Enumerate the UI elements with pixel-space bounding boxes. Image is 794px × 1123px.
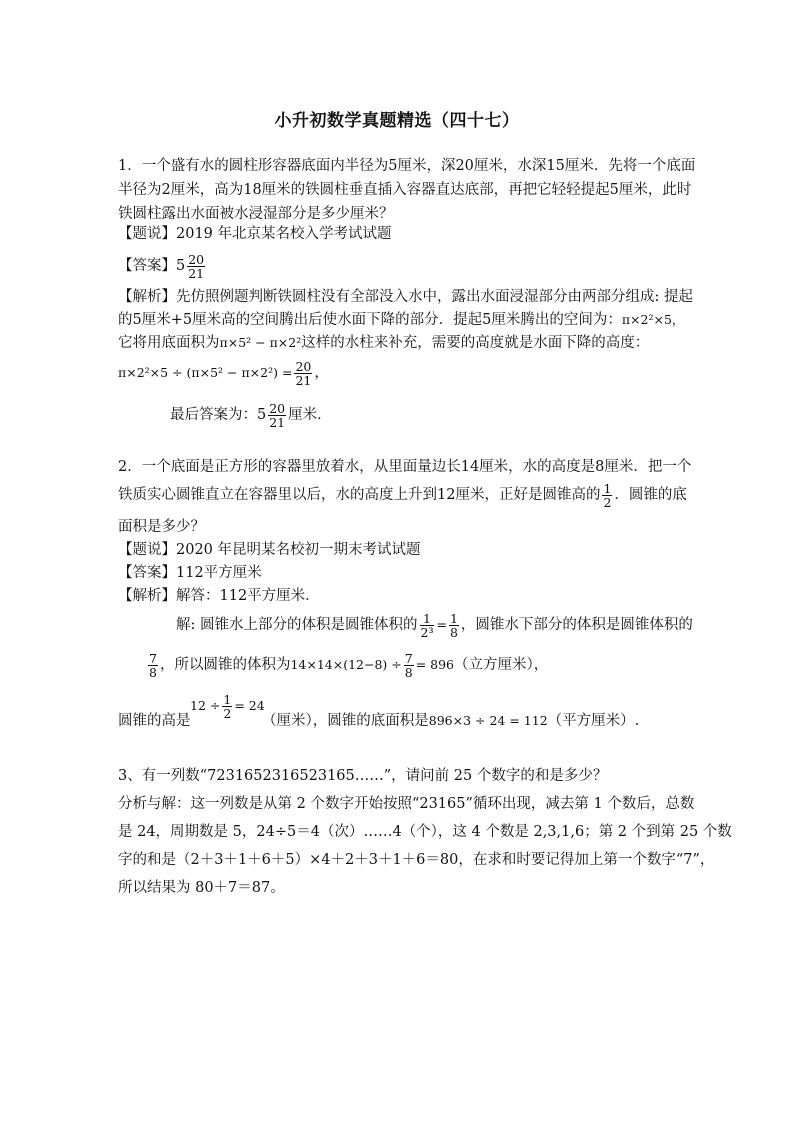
- q2-text-line-3: 面积是多少？: [118, 519, 205, 535]
- q2-volume-unit: （立方厘米），: [454, 657, 549, 673]
- q2-solution-text: （厘米），圆锥的底面积是: [262, 713, 429, 729]
- q1-equation: [118, 358, 329, 388]
- q2-text: 铁质实心圆锥直立在容器里以后，水的高度上升到12厘米，正好是圆锥高的: [118, 487, 601, 503]
- q1-source: 【题说】2019 年北京某名校入学考试试题: [118, 226, 392, 242]
- fraction-denominator: 2³: [420, 624, 434, 640]
- q2-text-line-1: 2．一个底面是正方形的容器里放着水，从里面量边长14厘米，水的高度是8厘米．把一个: [118, 459, 692, 475]
- q1-text-line-3: 铁圆柱露出水面被水浸湿部分是多少厘米？: [118, 206, 394, 222]
- q1-final-answer: [170, 400, 332, 430]
- q3-analysis-line-2: 是 24，周期数是 5，24÷5＝4（次）……4（个），这 4 个数是 2,3,1,6；第 2 个到第 25 个数: [118, 824, 732, 840]
- q2-solution-text: 解: 圆锥水上部分的体积是圆锥体积的: [176, 617, 418, 633]
- fraction-numerator: 1: [420, 612, 435, 626]
- q2-answer: 【答案】112平方厘米: [118, 565, 262, 581]
- q2-fraction-one-eighth: [449, 612, 459, 639]
- q2-text: ．圆锥的底: [614, 487, 687, 503]
- fraction-numerator: 20: [188, 251, 205, 267]
- fraction-denominator: 2: [223, 706, 232, 721]
- page-title: 小升初数学真题精选（四十七）: [274, 111, 520, 131]
- q2-fraction-seven-eighths: [404, 652, 414, 679]
- q1-answer-label: 【答案】: [118, 258, 176, 274]
- q1-analysis-text: 它将用底面积为: [118, 335, 220, 351]
- fraction-denominator: 2: [603, 494, 612, 510]
- q1-analysis-formula: π×2²×5，: [621, 312, 685, 327]
- q1-analysis-text: 的5厘米+5厘米高的空间腾出后使水面下降的部分．提起5厘米腾出的空间为：: [118, 312, 622, 328]
- q3-analysis-line-1: 分析与解：这一列数是从第 2 个数字开始按照“23165”循环出现，减去第 1 个数后，总数: [118, 796, 695, 812]
- fraction-numerator: 1: [223, 692, 232, 707]
- q2-solution-line-1: [176, 610, 693, 640]
- fraction-denominator: 8: [404, 664, 413, 680]
- q1-text-line-1: 1．一个盛有水的圆柱形容器底面内半径为5厘米，深20厘米，水深15厘米．先将一个底面: [118, 158, 696, 174]
- q1-final-whole: 5: [257, 407, 267, 423]
- q2-solution-text: （平方厘米）.: [547, 713, 640, 729]
- q2-fraction-half: [222, 693, 232, 720]
- q2-solution-text: ，所以圆锥的体积为: [159, 657, 291, 673]
- fraction-numerator: 1: [449, 610, 458, 626]
- q1-analysis-line-2: [118, 309, 684, 331]
- q1-analysis-text: 这样的水柱来补充，需要的高度就是水面下降的高度：: [301, 335, 650, 351]
- q1-analysis-formula: π×5² − π×2²: [219, 335, 302, 350]
- q2-height-formula-end: = 24: [234, 698, 265, 713]
- q1-analysis-line-1: 【解析】先仿照例题判断铁圆柱没有全部没入水中，露出水面浸湿部分由两部分组成: 提起: [118, 289, 693, 305]
- fraction-numerator: 20: [295, 358, 312, 374]
- fraction-numerator: 1: [603, 480, 612, 496]
- q2-volume-formula: 14×14×(12−8) ÷: [290, 657, 402, 672]
- fraction-denominator: 21: [188, 265, 205, 281]
- q1-equation-fraction: [294, 360, 312, 387]
- q2-solution-text: ，圆锥水下部分的体积是圆锥体积的: [460, 617, 693, 633]
- q3-text-line-1: 3、有一列数“7231652316523165……”，请问前 25 个数字的和是多少？: [118, 768, 608, 784]
- q2-analysis: 【解析】解答：112平方厘米．: [118, 588, 320, 604]
- q2-height-formula-start: 12 ÷: [190, 698, 221, 713]
- q1-final-label: 最后答案为：: [170, 407, 257, 423]
- q2-solution-line-2: [146, 650, 548, 680]
- fraction-numerator: 7: [404, 650, 413, 666]
- q2-solution-line-3-start: 圆锥的高是: [118, 713, 191, 729]
- q2-height-formula: [190, 693, 265, 720]
- q2-solution-line-3-end: [262, 710, 639, 732]
- q2-equals: =: [436, 617, 447, 632]
- q1-analysis-line-3: [118, 332, 649, 354]
- q3-analysis-line-4: 所以结果为 80＋7＝87。: [118, 880, 285, 896]
- q2-volume-result: = 896: [415, 657, 455, 672]
- q2-source: 【题说】2020 年昆明某名校初一期末考试试题: [118, 542, 421, 558]
- q1-answer: [118, 252, 207, 280]
- q2-fraction-seven-eighths: [148, 652, 158, 679]
- q2-fraction-one-over-two-cubed: [420, 612, 435, 639]
- q3-analysis-line-3: 字的和是（2＋3＋1＋6＋5）×4＋2＋3＋1＋6＝80，在求和时要记得加上第一个数字“7”，: [118, 852, 715, 868]
- fraction-numerator: 20: [269, 400, 286, 416]
- fraction-denominator: 21: [295, 372, 312, 388]
- fraction-denominator: 8: [449, 624, 458, 640]
- q1-answer-fraction: [187, 253, 205, 280]
- fraction-denominator: 21: [269, 414, 286, 430]
- q2-area-formula: 896×3 ÷ 24 = 112: [428, 713, 548, 728]
- q1-final-fraction: [268, 402, 286, 429]
- q1-answer-whole: 5: [176, 258, 186, 274]
- fraction-numerator: 7: [149, 650, 157, 666]
- q1-equation-left: π×2²×5 ÷ (π×5² − π×2²) =: [118, 365, 293, 380]
- q1-text-line-2: 半径为2厘米，高为18厘米的铁圆柱垂直插入容器直达底部，再把它轻轻提起5厘米，此时: [118, 182, 692, 198]
- q1-equation-end: ，: [314, 365, 329, 381]
- q2-text-line-2: [118, 480, 687, 510]
- fraction-denominator: 8: [149, 664, 157, 680]
- q1-final-unit: 厘米．: [288, 407, 332, 423]
- q2-fraction-half: [602, 482, 612, 509]
